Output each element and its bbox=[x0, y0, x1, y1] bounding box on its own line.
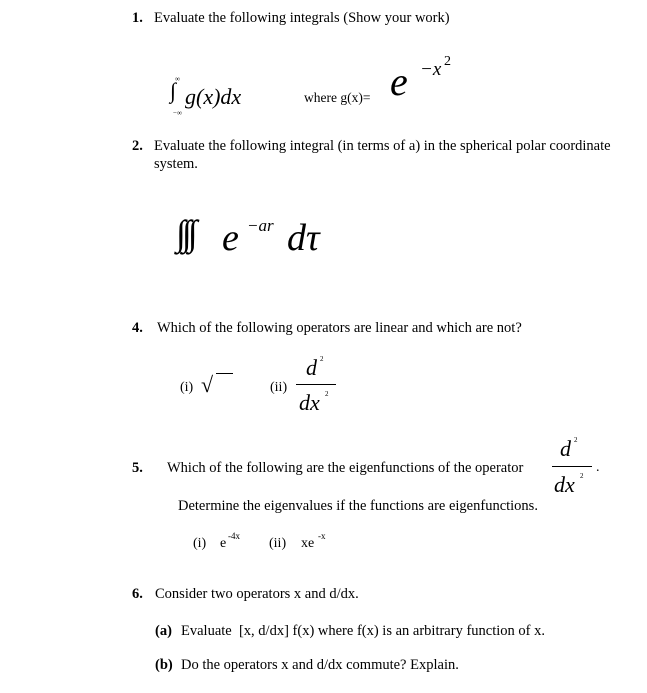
q2-text-line2: system. bbox=[154, 156, 198, 172]
q1-number: 1. bbox=[132, 10, 143, 26]
q4-deriv-den-power: 2 bbox=[325, 390, 329, 398]
q1-text: Evaluate the following integrals (Show your work) bbox=[154, 10, 450, 26]
q2-text-line1: Evaluate the following integral (in terms of a) in the spherical polar coordinate bbox=[154, 138, 611, 154]
q4-text: Which of the following operators are linear and which are not? bbox=[157, 320, 522, 336]
q1-exponent-power: 2 bbox=[444, 54, 451, 69]
q4-sqrt-symbol: √ bbox=[201, 372, 214, 397]
q6-part-a-label: (a) bbox=[155, 623, 172, 639]
q4-sqrt-bar bbox=[216, 373, 233, 374]
q6-part-b-label: (b) bbox=[155, 657, 173, 673]
q5-option-ii-exp: -x bbox=[318, 531, 326, 541]
q6-number: 6. bbox=[132, 586, 143, 602]
q5-number: 5. bbox=[132, 460, 143, 476]
q5-text-line2: Determine the eigenvalues if the functions are eigenfunctions. bbox=[178, 498, 538, 514]
q1-integrand: g(x)dx bbox=[185, 84, 242, 109]
q5-option-i-exp: -4x bbox=[228, 531, 240, 541]
q6-part-b-text: Do the operators x and d/dx commute? Explain. bbox=[181, 657, 459, 673]
q4-deriv-num-power: 2 bbox=[320, 355, 324, 363]
q1-lower-limit: −∞ bbox=[173, 109, 182, 117]
q4-option-i-label: (i) bbox=[180, 380, 194, 395]
q1-integral-sign: ∫ bbox=[170, 78, 177, 103]
q2-exponent: −ar bbox=[247, 216, 274, 235]
q5-deriv-num: d bbox=[560, 436, 571, 461]
q5-option-ii-label: (ii) bbox=[269, 536, 287, 551]
q1-base-e: e bbox=[390, 59, 408, 104]
q4-deriv-den: dx bbox=[299, 390, 320, 415]
q5-period: . bbox=[596, 460, 600, 475]
q5-deriv-den-power: 2 bbox=[580, 472, 584, 480]
q2-base-e: e bbox=[222, 217, 239, 259]
q4-option-ii-label: (ii) bbox=[270, 380, 288, 395]
q1-exponent: −x bbox=[420, 59, 442, 80]
q4-number: 4. bbox=[132, 320, 143, 336]
q4-fraction-bar bbox=[296, 384, 336, 385]
q6-text: Consider two operators x and d/dx. bbox=[155, 586, 359, 602]
q5-option-i-label: (i) bbox=[193, 536, 207, 551]
q5-option-ii-base: xe bbox=[301, 536, 315, 551]
q5-text: Which of the following are the eigenfunctions of the operator bbox=[167, 460, 524, 476]
q5-deriv-num-power: 2 bbox=[574, 436, 578, 444]
q2-differential: dτ bbox=[287, 217, 320, 259]
q2-number: 2. bbox=[132, 138, 143, 154]
q1-where-label: where g(x)= bbox=[304, 90, 371, 105]
q2-integral-signs: ∫∫∫ bbox=[176, 213, 194, 253]
q5-option-i-base: e bbox=[220, 536, 227, 551]
q6-part-a-text: Evaluate [x, d/dx] f(x) where f(x) is an arbitrary function of x. bbox=[181, 623, 545, 639]
q4-deriv-num: d bbox=[306, 355, 317, 380]
q5-deriv-den: dx bbox=[554, 472, 575, 497]
q5-fraction-bar bbox=[552, 466, 592, 467]
q1-upper-limit: ∞ bbox=[175, 75, 180, 83]
